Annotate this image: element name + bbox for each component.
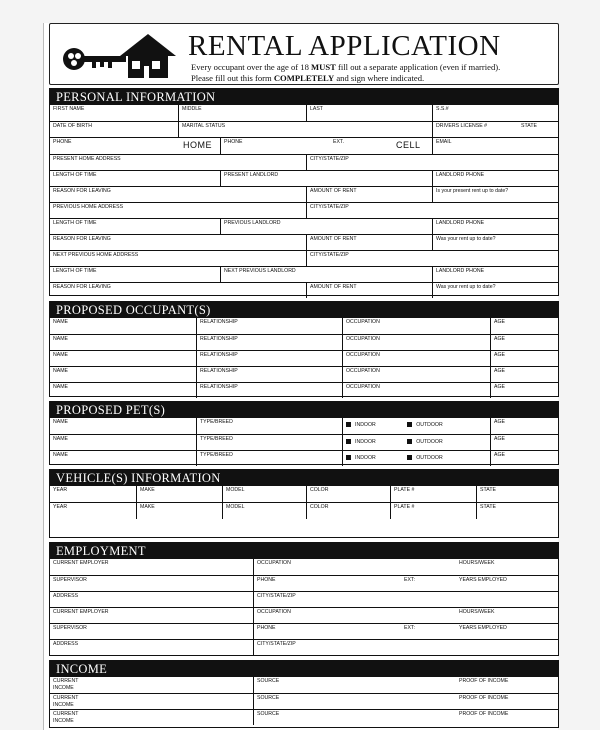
checkbox-icon	[407, 439, 412, 444]
vehicle-year-field[interactable]: YEAR	[53, 487, 68, 493]
next-previous-length-field[interactable]: LENGTH OF TIME	[53, 268, 97, 274]
vehicle-make-field[interactable]: MAKE	[136, 486, 222, 502]
occupant-relationship-field[interactable]: RELATIONSHIP	[196, 367, 342, 382]
middle-name-field[interactable]: MIDDLE	[178, 105, 306, 121]
proof-of-income-field[interactable]: PROOF OF INCOME	[459, 695, 509, 701]
section-heading: EMPLOYMENT	[50, 543, 558, 559]
current-income-field[interactable]: CURRENT INCOME	[53, 678, 79, 691]
outdoor-checkbox[interactable]: OUTDOOR	[407, 455, 443, 461]
pet-type-field[interactable]: TYPE/BREED	[196, 435, 342, 450]
pet-row	[50, 418, 558, 434]
next-previous-landlord-field[interactable]: NEXT PREVIOUS LANDLORD	[220, 267, 432, 282]
vehicle-year-field[interactable]: YEAR	[53, 504, 68, 510]
pet-row	[50, 434, 558, 450]
form-row	[50, 250, 558, 266]
checkbox-icon	[346, 422, 351, 427]
current-employer-field[interactable]: CURRENT EMPLOYER	[53, 609, 109, 615]
previous-landlord-field[interactable]: PREVIOUS LANDLORD	[220, 219, 432, 234]
occupant-occupation-field[interactable]: OCCUPATION	[342, 351, 490, 366]
vehicle-state-field[interactable]: STATE	[476, 486, 560, 502]
occupant-name-field[interactable]: NAME	[53, 384, 68, 390]
pet-name-field[interactable]: NAME	[53, 419, 68, 425]
checkbox-icon	[407, 455, 412, 460]
employment-row	[50, 591, 558, 607]
form-row	[50, 266, 558, 282]
application-page	[43, 23, 558, 730]
income-row	[50, 709, 558, 725]
occupant-age-field[interactable]: AGE	[490, 335, 560, 350]
income-source-field[interactable]: SOURCE	[253, 694, 456, 709]
current-income-field[interactable]: CURRENT INCOME	[53, 711, 79, 724]
outdoor-checkbox[interactable]: OUTDOOR	[407, 422, 443, 428]
next-previous-city-field[interactable]: CITY/STATE/ZIP	[306, 251, 560, 266]
form-row	[50, 105, 558, 121]
occupant-row	[50, 382, 558, 398]
form-row	[50, 121, 558, 137]
hours-per-week-field[interactable]: HOURS/WEEK	[459, 560, 495, 566]
employment-section	[49, 542, 559, 656]
last-name-field[interactable]: LAST	[306, 105, 432, 121]
income-section	[49, 660, 559, 728]
pet-name-field[interactable]: NAME	[53, 436, 68, 442]
indoor-checkbox[interactable]: INDOOR	[346, 422, 376, 428]
proof-of-income-field[interactable]: PROOF OF INCOME	[459, 678, 509, 684]
employer-city-field[interactable]: CITY/STATE/ZIP	[253, 592, 560, 607]
pet-type-field[interactable]: TYPE/BREED	[196, 418, 342, 434]
present-rent-current-field[interactable]: Is your present rent up to date?	[432, 187, 560, 202]
years-employed-field[interactable]: YEARS EMPLOYED	[459, 625, 507, 631]
occupant-name-field[interactable]: NAME	[53, 352, 68, 358]
proposed-occupants-section	[49, 301, 559, 397]
previous-address-field[interactable]: PREVIOUS HOME ADDRESS	[53, 204, 124, 210]
pet-location-field	[342, 418, 490, 434]
previous-rent-current-field[interactable]: Was your rent up to date?	[432, 235, 560, 250]
occupant-row	[50, 334, 558, 350]
occupant-name-field[interactable]: NAME	[53, 319, 68, 325]
occupant-row	[50, 350, 558, 366]
cell-phone-field[interactable]: PHONE	[220, 138, 330, 154]
vehicle-make-field[interactable]: MAKE	[136, 503, 222, 519]
occupant-occupation-field[interactable]: OCCUPATION	[342, 335, 490, 350]
present-address-field[interactable]: PRESENT HOME ADDRESS	[53, 156, 121, 162]
form-row	[50, 170, 558, 186]
present-landlord-phone-field[interactable]: LANDLORD PHONE	[432, 171, 560, 186]
previous-reason-field[interactable]: REASON FOR LEAVING	[53, 236, 111, 242]
occupation-field[interactable]: OCCUPATION	[253, 559, 456, 575]
next-previous-address-field[interactable]: NEXT PREVIOUS HOME ADDRESS	[53, 252, 139, 258]
section-heading: VEHICLE(S) INFORMATION	[50, 470, 558, 486]
employment-row	[50, 559, 558, 575]
previous-rent-field[interactable]: AMOUNT OF RENT	[306, 235, 432, 250]
form-row	[50, 202, 558, 218]
supervisor-phone-field[interactable]: PHONE	[253, 576, 401, 591]
employment-row	[50, 607, 558, 623]
form-row	[50, 186, 558, 202]
form-title: RENTAL APPLICATION	[188, 30, 501, 62]
occupant-occupation-field[interactable]: OCCUPATION	[342, 383, 490, 398]
supervisor-field[interactable]: SUPERVISOR	[53, 625, 87, 631]
section-heading: PROPOSED PET(S)	[50, 402, 558, 418]
vehicle-plate-field[interactable]: PLATE #	[390, 486, 476, 502]
indoor-checkbox[interactable]: INDOOR	[346, 439, 376, 445]
occupant-age-field[interactable]: AGE	[490, 318, 560, 334]
employer-city-field[interactable]: CITY/STATE/ZIP	[253, 640, 560, 655]
previous-landlord-phone-field[interactable]: LANDLORD PHONE	[432, 219, 560, 234]
vehicle-row	[50, 502, 558, 519]
present-city-field[interactable]: CITY/STATE/ZIP	[306, 155, 560, 170]
ssn-field[interactable]: S.S.#	[432, 105, 560, 121]
occupant-name-field[interactable]: NAME	[53, 368, 68, 374]
vehicle-row	[50, 486, 558, 502]
form-row	[50, 234, 558, 250]
occupant-age-field[interactable]: AGE	[490, 383, 560, 398]
form-header	[49, 23, 559, 85]
pet-name-field[interactable]: NAME	[53, 452, 68, 458]
proposed-pets-section	[49, 401, 559, 465]
form-row	[50, 282, 558, 298]
pet-age-field[interactable]: AGE	[490, 435, 560, 450]
vehicle-model-field[interactable]: MODEL	[222, 486, 306, 502]
occupant-age-field[interactable]: AGE	[490, 351, 560, 366]
section-heading: PERSONAL INFORMATION	[50, 89, 558, 105]
present-rent-field[interactable]: AMOUNT OF RENT	[306, 187, 432, 202]
pet-location-field	[342, 435, 490, 450]
vehicle-plate-field[interactable]: PLATE #	[390, 503, 476, 519]
checkbox-icon	[346, 455, 351, 460]
vehicles-section	[49, 469, 559, 538]
pet-age-field[interactable]: AGE	[490, 451, 560, 466]
income-source-field[interactable]: SOURCE	[253, 677, 456, 693]
pet-location-field	[342, 451, 490, 466]
section-heading: INCOME	[50, 661, 558, 677]
form-row	[50, 154, 558, 170]
previous-length-field[interactable]: LENGTH OF TIME	[53, 220, 97, 226]
email-field[interactable]: EMAIL	[432, 138, 560, 154]
occupant-relationship-field[interactable]: RELATIONSHIP	[196, 335, 342, 350]
occupation-field[interactable]: OCCUPATION	[253, 608, 456, 623]
license-state-field[interactable]: STATE	[521, 123, 537, 129]
employer-address-field[interactable]: ADDRESS	[53, 593, 79, 599]
house-key-icon	[60, 30, 178, 80]
occupant-relationship-field[interactable]: RELATIONSHIP	[196, 383, 342, 398]
current-employer-field[interactable]: CURRENT EMPLOYER	[53, 560, 109, 566]
vehicle-state-field[interactable]: STATE	[476, 503, 560, 519]
checkbox-icon	[407, 422, 412, 427]
indoor-checkbox[interactable]: INDOOR	[346, 455, 376, 461]
proof-of-income-field[interactable]: PROOF OF INCOME	[459, 711, 509, 717]
employment-row	[50, 575, 558, 591]
occupant-row	[50, 366, 558, 382]
vehicle-color-field[interactable]: COLOR	[306, 503, 390, 519]
employer-address-field[interactable]: ADDRESS	[53, 641, 79, 647]
vehicle-model-field[interactable]: MODEL	[222, 503, 306, 519]
home-label: HOME	[183, 140, 212, 150]
pet-type-field[interactable]: TYPE/BREED	[196, 451, 342, 466]
occupant-occupation-field[interactable]: OCCUPATION	[342, 367, 490, 382]
home-phone-field[interactable]: PHONE HOME	[53, 139, 212, 150]
phone-ext-field[interactable]: EXT. CELL	[333, 139, 421, 150]
occupant-row	[50, 318, 558, 334]
present-length-field[interactable]: LENGTH OF TIME	[53, 172, 97, 178]
hours-per-week-field[interactable]: HOURS/WEEK	[459, 609, 495, 615]
cell-label: CELL	[396, 140, 421, 150]
present-reason-field[interactable]: REASON FOR LEAVING	[53, 188, 111, 194]
vehicle-color-field[interactable]: COLOR	[306, 486, 390, 502]
supervisor-ext-field[interactable]: EXT:	[404, 577, 415, 583]
form-row	[50, 218, 558, 234]
present-landlord-field[interactable]: PRESENT LANDLORD	[220, 171, 432, 186]
occupant-relationship-field[interactable]: RELATIONSHIP	[196, 351, 342, 366]
supervisor-phone-field[interactable]: PHONE	[253, 624, 401, 639]
previous-city-field[interactable]: CITY/STATE/ZIP	[306, 203, 560, 218]
employment-row	[50, 639, 558, 655]
form-instructions: Every occupant over the age of 18 MUST fill out a separate application (even if married). Please fill out this form COMPLETELY and sign where indicated.	[191, 62, 501, 83]
employment-row	[50, 623, 558, 639]
occupant-relationship-field[interactable]: RELATIONSHIP	[196, 318, 342, 334]
date-of-birth-field[interactable]: DATE OF BIRTH	[53, 123, 93, 129]
drivers-license-field[interactable]: DRIVERS LICENSE #	[432, 122, 518, 137]
supervisor-ext-field[interactable]: EXT:	[404, 625, 415, 631]
income-source-field[interactable]: SOURCE	[253, 710, 456, 725]
marital-status-field[interactable]: MARITAL STATUS	[178, 122, 432, 137]
section-heading: PROPOSED OCCUPANT(S)	[50, 302, 558, 318]
occupant-name-field[interactable]: NAME	[53, 336, 68, 342]
current-income-field[interactable]: CURRENT INCOME	[53, 695, 79, 708]
occupant-occupation-field[interactable]: OCCUPATION	[342, 318, 490, 334]
next-previous-reason-field[interactable]: REASON FOR LEAVING	[53, 284, 111, 290]
income-row	[50, 677, 558, 693]
next-previous-landlord-phone-field[interactable]: LANDLORD PHONE	[432, 267, 560, 282]
occupant-age-field[interactable]: AGE	[490, 367, 560, 382]
personal-information-section	[49, 88, 559, 296]
first-name-field[interactable]: FIRST NAME	[53, 106, 85, 112]
income-row	[50, 693, 558, 709]
next-previous-rent-current-field[interactable]: Was your rent up to date?	[432, 283, 560, 298]
years-employed-field[interactable]: YEARS EMPLOYED	[459, 577, 507, 583]
checkbox-icon	[346, 439, 351, 444]
outdoor-checkbox[interactable]: OUTDOOR	[407, 439, 443, 445]
supervisor-field[interactable]: SUPERVISOR	[53, 577, 87, 583]
pet-age-field[interactable]: AGE	[490, 418, 560, 434]
form-row	[50, 137, 558, 154]
pet-row	[50, 450, 558, 466]
next-previous-rent-field[interactable]: AMOUNT OF RENT	[306, 283, 432, 298]
